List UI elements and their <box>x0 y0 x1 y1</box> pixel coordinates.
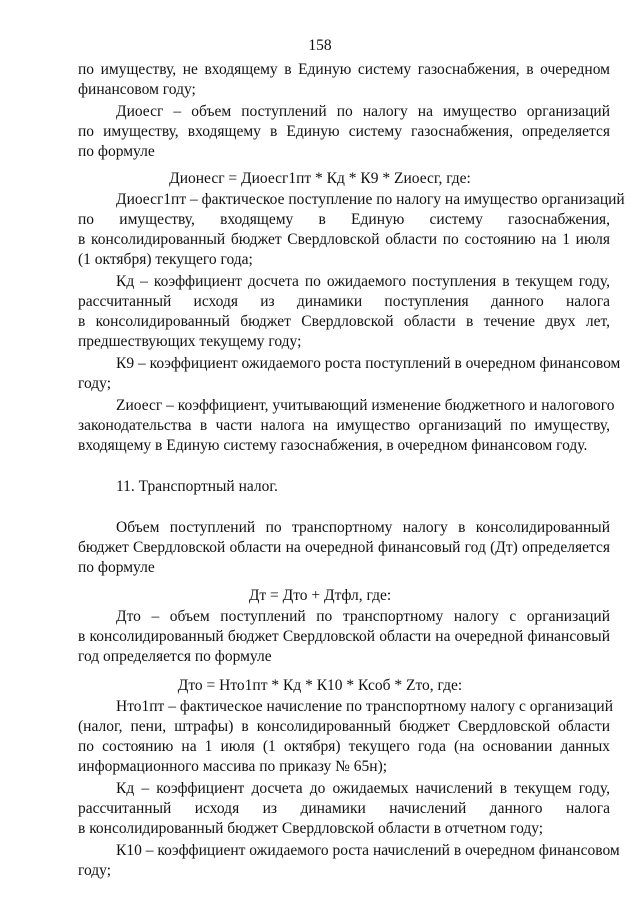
text-line: Объем поступлений по транспортному налогу в консолидированный <box>116 519 610 536</box>
text-line: рассчитанный исходя из динамики начислений данного налога <box>78 800 610 817</box>
text-line: Нто1пт – фактическое начисление по транспортному налогу с организаций <box>116 698 613 715</box>
text-line: информационного массива по приказу № 65н); <box>78 758 388 775</box>
text-line: законодательства в части налога на имущество организаций по имуществу, <box>78 417 610 434</box>
text-line: в консолидированный бюджет Свердловской области по состоянию на 1 июля <box>78 231 610 248</box>
text-line: году; <box>78 375 112 392</box>
text-line: входящему в Единую систему газоснабжения, в очередном финансовом году. <box>78 437 588 454</box>
text-line: Дто – объем поступлений по транспортному налогу с организаций <box>116 608 610 625</box>
text-line: Кд – коэффициент досчета до ожидаемых начислений в текущем году, <box>116 780 610 797</box>
text-line: по имуществу, входящему в Единую систему газоснабжения, <box>78 211 610 228</box>
formula: Дт = Дто + Дтфл, где: <box>248 587 392 604</box>
text-line: К9 – коэффициент ожидаемого роста поступлений в очередном финансовом <box>116 355 621 372</box>
text-line: финансовом году; <box>78 81 196 98</box>
text-line: Диоесг1пт – фактическое поступление по налогу на имущество организаций <box>116 191 625 208</box>
text-line: Zиоесг – коэффициент, учитывающий изменение бюджетного и налогового <box>116 397 615 414</box>
text-line: предшествующих текущему году; <box>78 333 302 350</box>
text-line: году; <box>78 862 112 879</box>
text-line: Диоесг – объем поступлений по налогу на имущество организаций <box>116 103 610 120</box>
text-line: (1 октября) текущего года; <box>78 251 253 268</box>
text-line: К10 – коэффициент ожидаемого роста начислений в очередном финансовом <box>116 842 620 859</box>
text-line: Кд – коэффициент досчета по ожидаемого поступления в текущем году, <box>116 273 610 290</box>
text-line: (налог, пени, штрафы) в консолидированный бюджет Свердловской области <box>78 718 610 735</box>
section-heading: 11. Транспортный налог. <box>116 478 278 495</box>
text-line: по состоянию на 1 июля (1 октября) текущего года (на основании данных <box>78 738 610 755</box>
text-line: по формуле <box>78 143 155 160</box>
text-line: в консолидированный бюджет Свердловской области в течение двух лет, <box>78 313 610 330</box>
text-line: по имуществу, входящему в Единую систему газоснабжения, определяется <box>78 123 610 140</box>
page-number: 158 <box>308 37 332 54</box>
text-line: по формуле <box>78 559 155 576</box>
text-line: бюджет Свердловской области на очередной финансовый год (Дт) определяется <box>78 539 610 556</box>
text-line: в консолидированный бюджет Свердловской области на очередной финансовый <box>78 628 610 645</box>
text-line: в консолидированный бюджет Свердловской области в отчетном году; <box>78 820 544 837</box>
formula: Дто = Нто1пт * Кд * К10 * Ксоб * Zто, где: <box>177 677 463 694</box>
formula: Дионесг = Диоесг1пт * Кд * К9 * Zиоесг, где: <box>169 170 471 187</box>
text-line: год определяется по формуле <box>78 648 272 665</box>
text-line: рассчитанный исходя из динамики поступления данного налога <box>78 293 610 310</box>
text-line: по имуществу, не входящему в Единую систему газоснабжения, в очередном <box>78 61 610 78</box>
